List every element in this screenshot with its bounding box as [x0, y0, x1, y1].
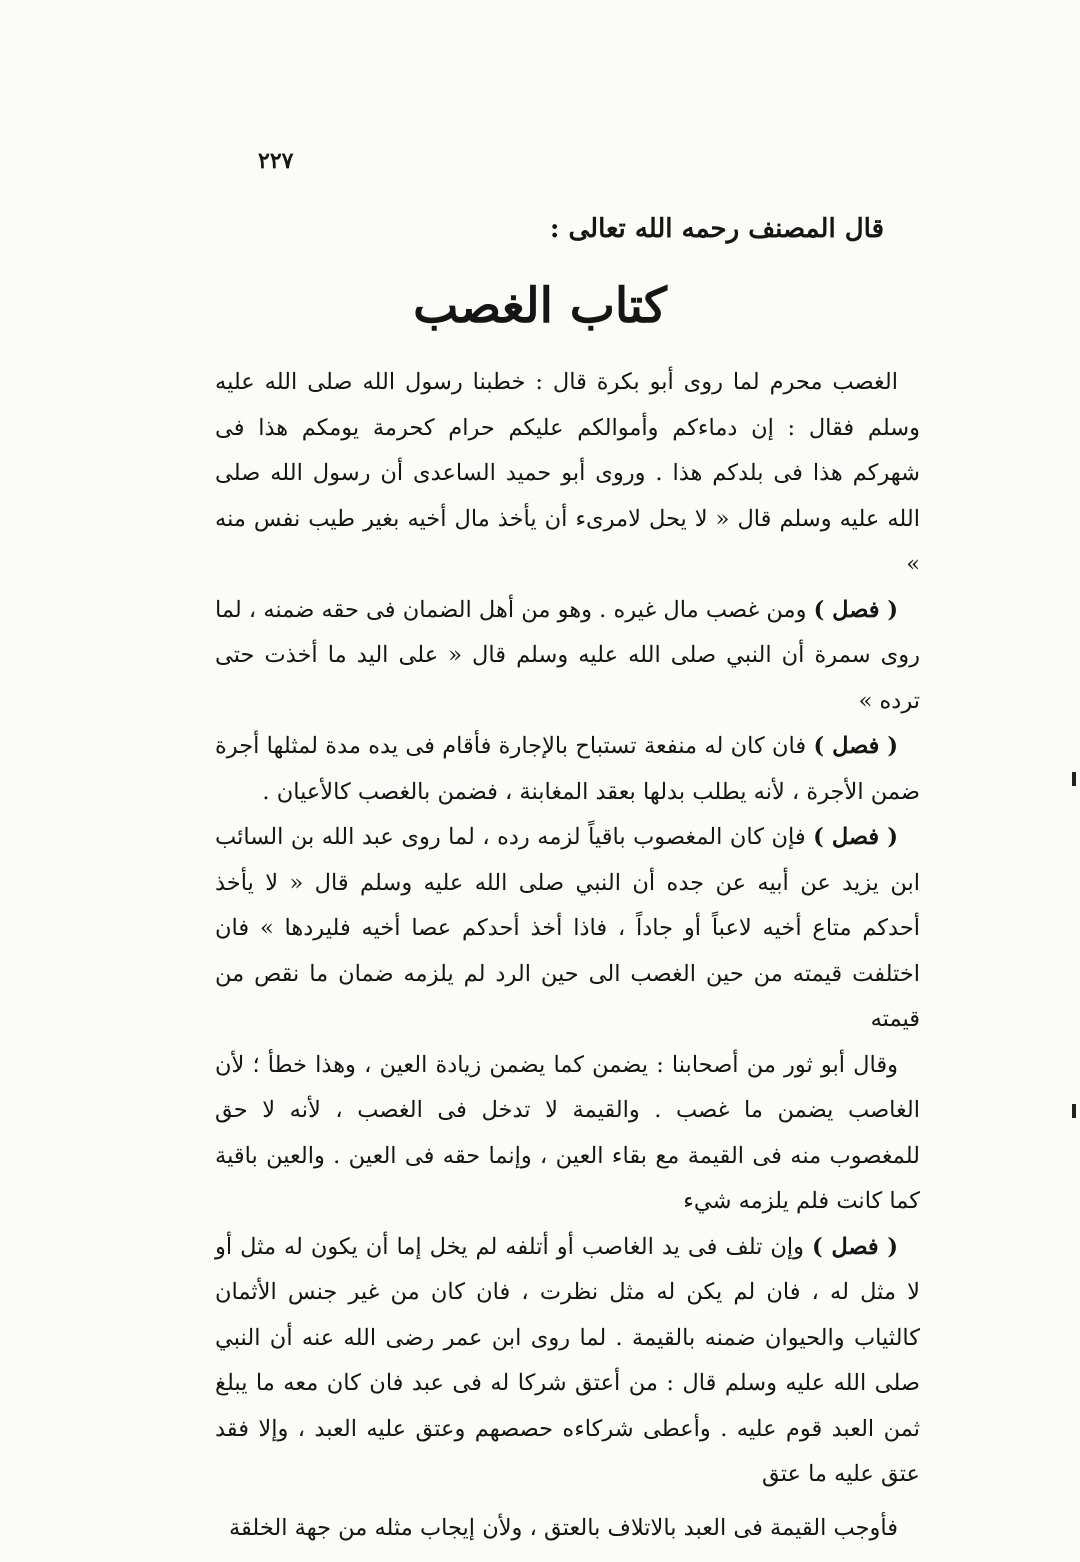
scan-edge-mark [1072, 772, 1076, 786]
paragraph-text: وإن تلف فى يد الغاصب أو أتلفه لم يخل إما أن يكون له مثل أو لا مثل له ، فان لم يكن له مثل نظرت ، فان كان من غير جنس الأثمان كالثياب والحيوان ضمنه بالقيمة . لما روى ابن عمر رضى الله عنه أن النبي صلى الله عليه وسلم قال : من أعتق شركا له فى عبد فان كان معه ما يبلغ ثمن العبد قوم عليه . وأعطى شركاءه حصصهم وعتق عليه العبد ، وإلا فقد عتق عليه ما عتق [215, 1233, 920, 1487]
author-line: قال المصنف رحمه الله تعالى : [549, 214, 884, 244]
paragraph [215, 1225, 920, 1498]
last-line: فأوجب القيمة فى العبد بالاتلاف بالعتق ، ولأن إيجاب مثله من جهة الخلقة [228, 1514, 898, 1541]
section-marker: ( فصل ) [813, 596, 898, 623]
paragraph-text: الغصب محرم لما روى أبو بكرة قال : خطبنا رسول الله صلى الله عليه وسلم فقال : إن دماءكم وأموالكم عليكم حرام كحرمة يومكم هذا فى شهركم هذا فى بلدكم هذا . وروى أبو حميد الساعدى أن رسول الله صلى الله عليه وسلم قال « لا يحل لامرىء أن يأخذ مال أخيه بغير طيب نفس منه » [215, 369, 920, 577]
paragraph-text: فان كان له منفعة تستباح بالإجارة فأقام فى يده مدة لمثلها أجرة ضمن الأجرة ، لأنه يطلب بدلها بعقد المغابنة ، فضمن بالغصب كالأعيان . [215, 733, 920, 805]
paragraph-text: فإن كان المغصوب باقياً لزمه رده ، لما روى عبد الله بن السائب ابن يزيد عن أبيه عن جده أن النبي صلى الله عليه وسلم قال « لا يأخذ أحدكم متاع أخيه لاعباً أو جاداً ، فاذا أخذ أحدكم عصا أخيه فليردها » فان اختلفت قيمته من حين الغصب الى حين الرد لم يلزمه ضمان ما نقص من قيمته [215, 824, 920, 1032]
chapter-title: كتاب الغصب [413, 278, 667, 334]
body-text [215, 360, 920, 1551]
paragraph [215, 724, 920, 815]
paragraph [215, 1043, 920, 1225]
page-number: ٢٢٧ [258, 148, 294, 174]
paragraph [215, 588, 920, 725]
scan-edge-mark [1072, 1104, 1076, 1118]
section-marker: ( فصل ) [813, 824, 898, 850]
paragraph-text: ومن غصب مال غيره . وهو من أهل الضمان فى حقه ضمنه ، لما روى سمرة أن النبي صلى الله عليه وسلم قال « على اليد ما أخذت حتى ترده » [215, 596, 920, 714]
section-marker: ( فصل ) [813, 733, 899, 759]
section-marker: ( فصل ) [812, 1233, 898, 1260]
paragraph-text: وقال أبو ثور من أصحابنا : يضمن كما يضمن زيادة العين ، وهذا خطأ ؛ لأن الغاصب يضمن ما غصب . والقيمة لا تدخل فى الغصب ، لأنه لا حق للمغصوب منه فى القيمة مع بقاء العين ، وإنما حقه فى العين . والعين باقية كما كانت فلم يلزمه شيء [215, 1051, 920, 1214]
paragraph [215, 360, 920, 588]
paragraph [215, 815, 920, 1043]
